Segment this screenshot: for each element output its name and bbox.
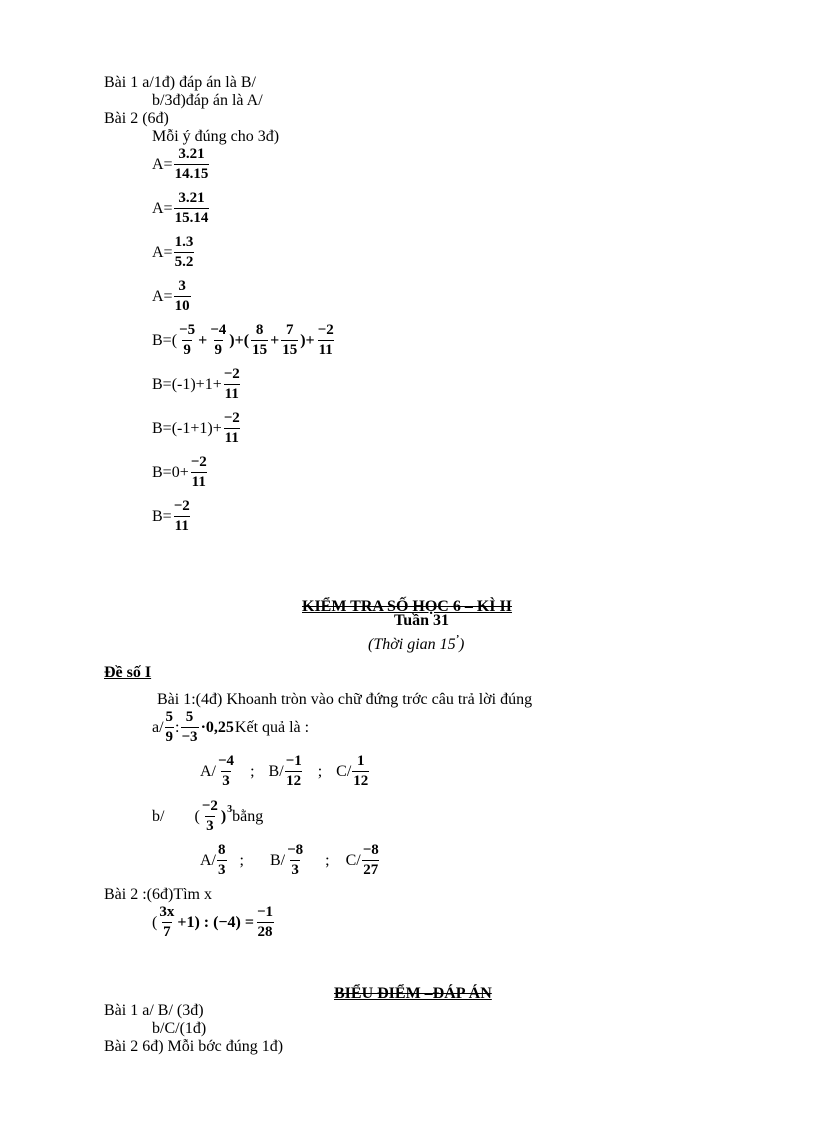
grading-line-1: Bài 1 a/ B/ (3đ) <box>104 1002 204 1019</box>
equation-find-x <box>152 904 275 941</box>
frac-den: 7 <box>163 924 171 940</box>
frac-num: 3.21 <box>178 146 205 162</box>
frac-num: 7 <box>285 322 294 338</box>
grading-title: BIỂU ĐIỂM –ĐÁP ÁN <box>334 985 492 1002</box>
opt-c-label: C/ <box>345 851 361 869</box>
a-lhs: A= <box>152 287 173 305</box>
separator: ; <box>317 762 323 780</box>
frac-num: −2 <box>173 498 190 514</box>
frac-den: 28 <box>257 924 273 940</box>
frac-den: 3 <box>222 773 230 789</box>
qa-colon: : <box>175 718 180 736</box>
answer-bai1-a: Bài 1 a/1đ) đáp án là B/ <box>104 74 256 91</box>
answer-bai2: Bài 2 (6đ) <box>104 110 169 127</box>
frac-den: 15.14 <box>174 210 209 226</box>
time-close: ) <box>459 636 465 653</box>
frac-num: 3x <box>159 904 175 920</box>
frac-num: −5 <box>179 322 196 338</box>
b-lhs: B=(-1+1)+ <box>152 419 222 437</box>
frac-den: 5.2 <box>174 254 194 270</box>
qb-exp: 3 <box>227 804 233 815</box>
frac-den: 9 <box>183 342 191 358</box>
qb-open: ( <box>194 807 200 825</box>
plus-sign: + <box>198 331 208 349</box>
a-lhs: A= <box>152 243 173 261</box>
answer-note: Mỗi ý đúng cho 3đ) <box>152 128 280 145</box>
frac-den: 3 <box>206 818 214 834</box>
eq-open: ( <box>152 913 158 931</box>
test-bai2: Bài 2 :(6đ)Tìm x <box>104 886 212 903</box>
frac-num: −4 <box>210 322 227 338</box>
test-title: KIỂM TRA SỐ HỌC 6 – KÌ II <box>302 598 512 615</box>
question-b-options <box>200 842 381 879</box>
frac-den: 11 <box>318 342 333 358</box>
frac-num: −1 <box>257 904 274 920</box>
test-bai1: Bài 1:(4đ) Khoanh tròn vào chữ đứng trớc câu trả lời đúng <box>157 691 533 708</box>
frac-den: 12 <box>286 773 302 789</box>
frac-den: 11 <box>174 518 189 534</box>
time-sup: ’ <box>455 634 459 645</box>
frac-num: −2 <box>223 366 240 382</box>
a-step-3 <box>152 234 195 271</box>
b-step-4 <box>152 454 209 491</box>
frac-num: −4 <box>218 753 235 769</box>
opt-a-label: A/ <box>200 762 216 780</box>
frac-num: 8 <box>218 842 226 858</box>
separator: ; <box>239 851 244 869</box>
frac-num: 1 <box>357 753 365 769</box>
test-week: Tuần 31 <box>394 612 449 629</box>
a-lhs: A= <box>152 155 173 173</box>
b-step-5 <box>152 498 192 535</box>
qb-after: bằng <box>232 807 264 825</box>
qa-after: Kết quả là : <box>234 718 310 736</box>
paren-plus: )+ <box>300 331 315 349</box>
frac-den: 9 <box>214 342 222 358</box>
frac-den: 3 <box>218 862 226 878</box>
question-a-options <box>200 753 370 790</box>
frac-num: 5 <box>165 709 174 725</box>
grading-line-3: Bài 2 6đ) Mỗi bớc đúng 1đ) <box>104 1038 284 1055</box>
opt-a-label: A/ <box>200 851 216 869</box>
b-lhs: B= <box>152 507 172 525</box>
a-lhs: A= <box>152 199 173 217</box>
frac-den: 11 <box>224 430 239 446</box>
frac-den: 12 <box>353 773 369 789</box>
frac-num: −2 <box>201 798 218 814</box>
separator: ; <box>250 762 255 780</box>
time-text: (Thời gian 15 <box>368 636 456 653</box>
frac-den: 15 <box>252 342 268 358</box>
frac-den: 14.15 <box>174 166 209 182</box>
frac-den: −3 <box>181 729 198 745</box>
frac-den: 15 <box>282 342 298 358</box>
frac-num: 1.3 <box>174 234 194 250</box>
qa-label: a/ <box>152 718 164 736</box>
frac-num: −8 <box>362 842 379 858</box>
eq-mid: +1) : (−4) = <box>177 913 254 931</box>
frac-den: 10 <box>174 298 190 314</box>
b-step-2 <box>152 366 242 403</box>
question-a <box>152 709 309 746</box>
test-time <box>368 636 464 656</box>
frac-num: −2 <box>317 322 334 338</box>
b-step-1 <box>152 322 336 359</box>
paren-plus: )+( <box>229 331 250 349</box>
a-step-4 <box>152 278 192 315</box>
grading-line-2: b/C/(1đ) <box>152 1020 207 1037</box>
frac-num: 3.21 <box>178 190 205 206</box>
opt-c-label: C/ <box>336 762 352 780</box>
frac-num: −1 <box>285 753 302 769</box>
question-b <box>152 798 263 835</box>
opt-b-label: B/ <box>268 762 284 780</box>
opt-b-label: B/ <box>269 851 286 869</box>
frac-den: 27 <box>363 862 379 878</box>
qb-close: ) <box>220 807 227 825</box>
a-step-1 <box>152 146 210 183</box>
separator: ; <box>325 851 330 869</box>
qa-tail: ·0,25 <box>200 718 234 736</box>
frac-num: 8 <box>255 322 264 338</box>
frac-den: 11 <box>191 474 206 490</box>
frac-num: −2 <box>223 410 240 426</box>
frac-num: 3 <box>178 278 186 294</box>
frac-den: 9 <box>165 729 174 745</box>
answer-bai1-b: b/3đ)đáp án là A/ <box>152 92 263 109</box>
frac-den: 11 <box>224 386 239 402</box>
b-step-3 <box>152 410 242 447</box>
plus-sign: + <box>270 331 280 349</box>
b-lhs: B=( <box>152 331 178 349</box>
b-lhs: B=(-1)+1+ <box>152 375 222 393</box>
qb-label: b/ <box>152 807 165 825</box>
de-so: Đề số I <box>104 664 152 681</box>
a-step-2 <box>152 190 210 227</box>
frac-num: 5 <box>185 709 194 725</box>
frac-num: −8 <box>287 842 304 858</box>
frac-den: 3 <box>291 862 299 878</box>
b-lhs: B=0+ <box>152 463 189 481</box>
frac-num: −2 <box>190 454 207 470</box>
